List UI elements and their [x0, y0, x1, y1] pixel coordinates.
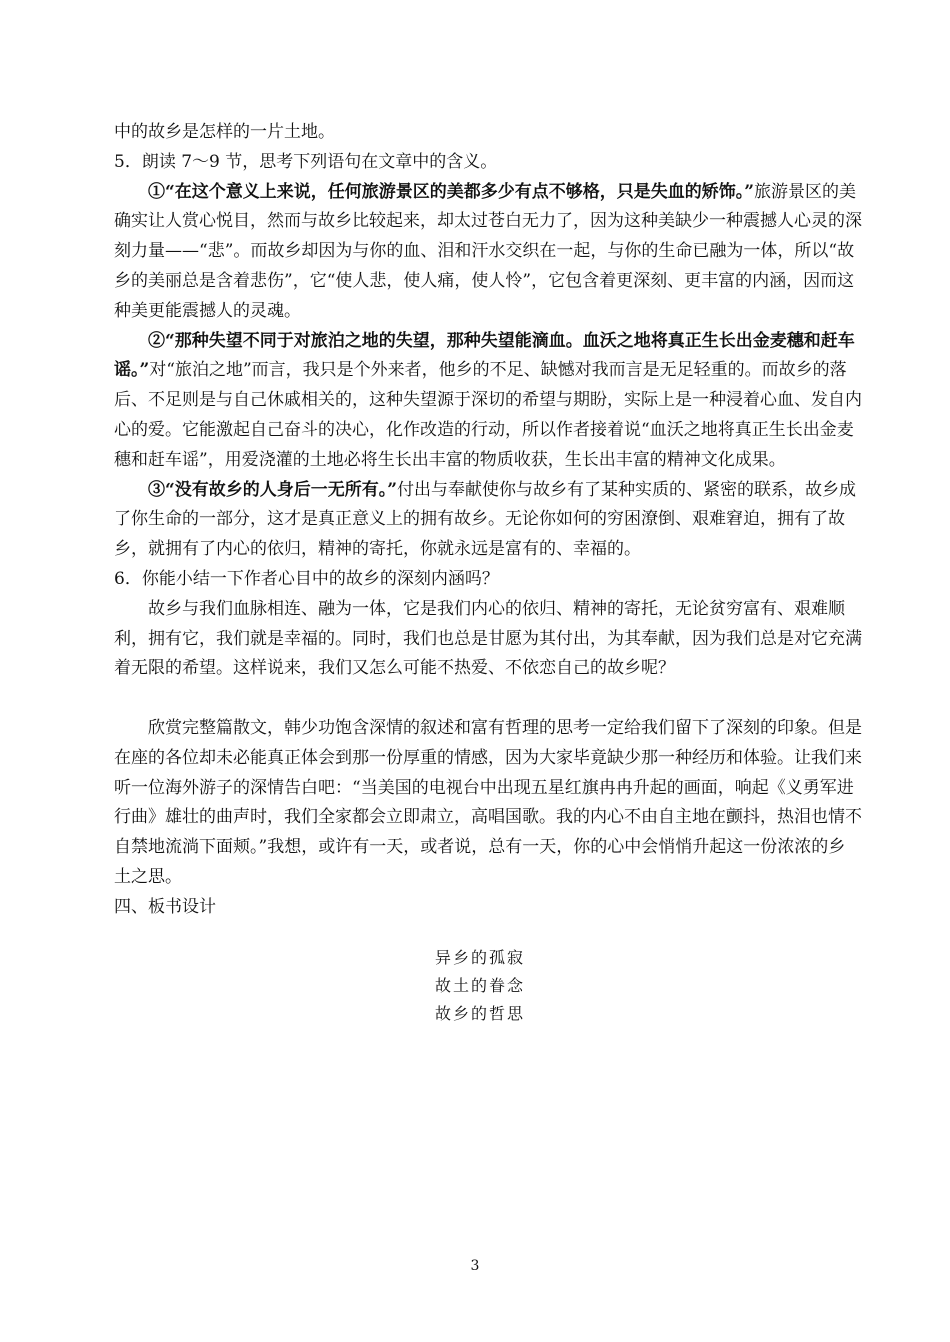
- item-3: [114, 476, 862, 565]
- item-2: [114, 327, 862, 476]
- item-1-quote: ①“在这个意义上来说，任何旅游景区的美都多少有点不够格，只是失血的矫饰。”: [148, 181, 755, 202]
- item-2-quote: ②“那种失望不同于对旅泊之地的失望，那种失望能滴血。血沃之地将真正生长出金麦穗和赶车谣。”: [114, 330, 855, 381]
- summary-paragraph: 欣赏完整篇散文，韩少功饱含深情的叙述和富有哲理的思考一定给我们留下了深刻的印象。但是在座的各位却未必能真正体会到那一份厚重的情感，因为大家毕竟缺少那一种经历和体验。让我们来听一位海外游子的深情告白吧：“当美国的电视台中出现五星红旗冉冉升起的画面，响起《义勇军进行曲》雄壮的曲声时，我们全家都会立即肃立，高唱国歌。我的内心不由自主地在颤抖，热泪也情不自禁地流淌下面颊。”我想，或许有一天，或者说，总有一天，你的心中会悄悄升起这一份浓浓的乡土之思。: [114, 717, 862, 887]
- question-5: 5．朗读 7～9 节，思考下列语句在文章中的含义。: [114, 151, 498, 172]
- continuation-line: 中的故乡是怎样的一片土地。: [114, 122, 335, 142]
- item-3-text: 付出与奉献使你与故乡有了某种实质的、紧密的联系，故乡成了你生命的一部分，这才是真正意义上的拥有故乡。无论你如何的穷困潦倒、艰难窘迫，拥有了故乡，就拥有了内心的依归，精神的寄托，你就永远是富有的、幸福的。: [114, 479, 857, 560]
- board-line: 异乡的孤寂: [434, 948, 525, 967]
- item-3-quote: ③“没有故乡的人身后一无所有。”: [148, 479, 398, 500]
- question-6: 6．你能小结一下作者心目中的故乡的深刻内涵吗？: [114, 568, 499, 589]
- item-1: [114, 178, 862, 327]
- page-number: 3: [470, 1258, 480, 1274]
- item-2-text: 对“旅泊之地”而言，我只是个外来者，他乡的不足、缺憾对我而言是无足轻重的。而故乡的落后、不足则是与自己休戚相关的，这种失望源于深切的希望与期盼，实际上是一种浸着心血、发自内心的爱。它能激起自己奋斗的决心，化作改造的行动，所以作者接着说“血沃之地将真正生长出金麦穗和赶车谣”，用爱浇灌的土地必将生长出丰富的物质收获，生长出丰富的精神文化成果。: [114, 360, 862, 470]
- blackboard-design: [0, 944, 950, 1028]
- paragraph-gap: [114, 684, 862, 714]
- answer-6: 故乡与我们血脉相连、融为一体，它是我们内心的依归、精神的寄托，无论贫穷富有、艰难顺利，拥有它，我们就是幸福的。同时，我们也总是甘愿为其付出，为其奉献，因为我们总是对它充满着无限的希望。这样说来，我们又怎么可能不热爱、不依恋自己的故乡呢？: [114, 598, 862, 679]
- section-heading-board-design: 四、板书设计: [114, 896, 216, 917]
- board-line: 故乡的哲思: [434, 1004, 525, 1023]
- document-body: [114, 118, 862, 923]
- item-1-text: 旅游景区的美确实让人赏心悦目，然而与故乡比较起来，却太过苍白无力了，因为这种美缺少一种震撼人心灵的深刻力量——“悲”。而故乡却因为与你的血、泪和汗水交织在一起，与你的生命已融为一体，所以“故乡的美丽总是含着悲伤”，它“使人悲，使人痛，使人怜”，它包含着更深刻、更丰富的内涵，因而这种美更能震撼人的灵魂。: [114, 181, 862, 321]
- board-line: 故土的眷念: [434, 976, 525, 995]
